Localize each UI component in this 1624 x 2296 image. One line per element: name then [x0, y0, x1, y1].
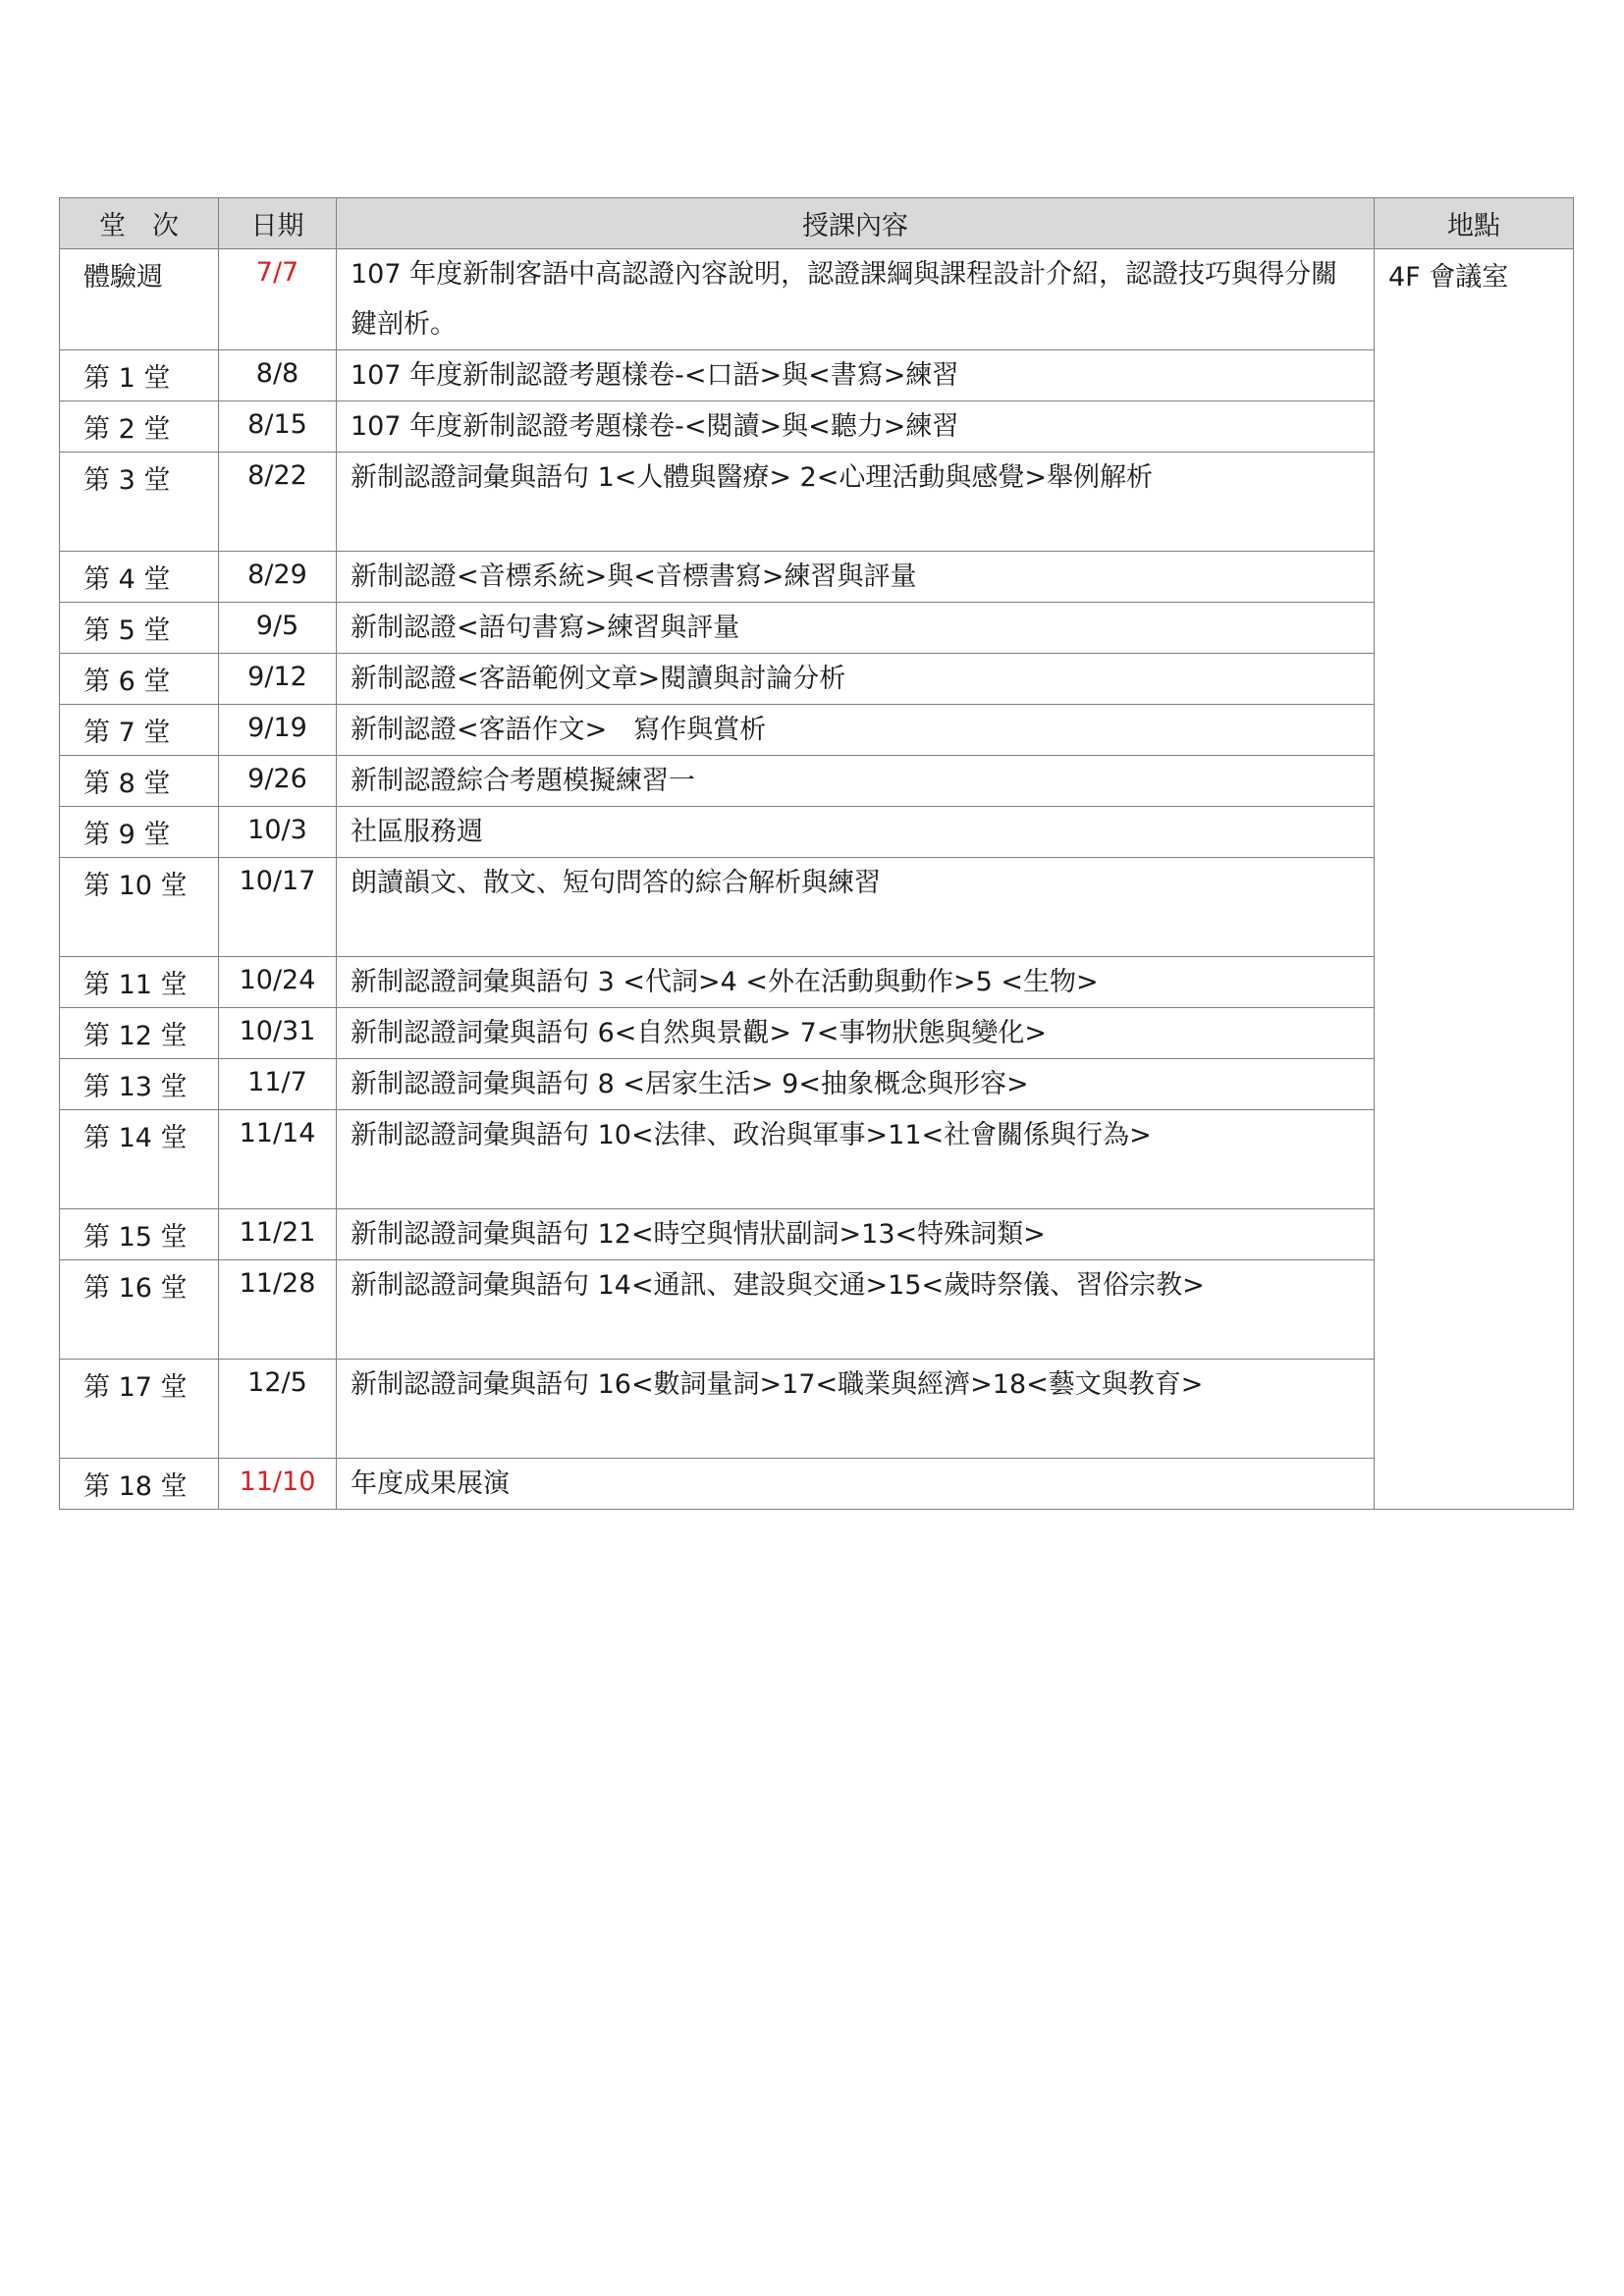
- content-text: 新制認證詞彙與語句 6<自然與景觀> 7<事物狀態與變化>: [351, 1018, 1048, 1048]
- content-cell: [337, 603, 1375, 654]
- table-header: [60, 198, 1574, 249]
- session-cell: 第 13 堂: [60, 1059, 219, 1110]
- session-cell: 第 3 堂: [60, 453, 219, 552]
- date-cell: 9/19: [219, 705, 337, 756]
- session-cell: 第 7 堂: [60, 705, 219, 756]
- session-cell: 體驗週: [60, 249, 219, 350]
- table-row: [60, 807, 1574, 858]
- content-cell: [337, 957, 1375, 1008]
- session-cell: 第 12 堂: [60, 1008, 219, 1059]
- session-cell: 第 5 堂: [60, 603, 219, 654]
- date-cell: 11/10: [219, 1459, 337, 1510]
- session-cell: 第 11 堂: [60, 957, 219, 1008]
- header-row: [60, 198, 1574, 249]
- date-cell: 10/24: [219, 957, 337, 1008]
- session-cell: 第 8 堂: [60, 756, 219, 807]
- table-row: [60, 957, 1574, 1008]
- content-text: 新制認證詞彙與語句 14<通訊、建設與交通>15<歲時祭儀、習俗宗教>: [351, 1270, 1205, 1301]
- date-cell: 12/5: [219, 1360, 337, 1459]
- content-cell: [337, 858, 1375, 957]
- content-cell: [337, 1059, 1375, 1110]
- content-cell: [337, 1360, 1375, 1459]
- content-cell: [337, 249, 1375, 350]
- content-text: 新制認證詞彙與語句 8 <居家生活> 9<抽象概念與形容>: [351, 1069, 1029, 1099]
- table-row: [60, 654, 1574, 705]
- header-session: 堂 次: [60, 198, 219, 249]
- content-cell: [337, 705, 1375, 756]
- date-cell: 11/28: [219, 1260, 337, 1360]
- date-cell: 11/7: [219, 1059, 337, 1110]
- header-location: 地點: [1375, 198, 1574, 249]
- content-cell: [337, 1209, 1375, 1260]
- table-row: [60, 350, 1574, 401]
- session-cell: 第 16 堂: [60, 1260, 219, 1360]
- content-cell: [337, 654, 1375, 705]
- header-date: 日期: [219, 198, 337, 249]
- table-row: [60, 401, 1574, 453]
- table-row: [60, 249, 1574, 350]
- table-row: [60, 552, 1574, 603]
- date-cell: 8/15: [219, 401, 337, 453]
- date-cell: 8/8: [219, 350, 337, 401]
- table-row: [60, 1059, 1574, 1110]
- session-cell: 第 17 堂: [60, 1360, 219, 1459]
- session-cell: 第 15 堂: [60, 1209, 219, 1260]
- table-row: [60, 858, 1574, 957]
- table-row: [60, 705, 1574, 756]
- date-cell: 10/17: [219, 858, 337, 957]
- content-text: 新制認證<語句書寫>練習與評量: [351, 613, 740, 643]
- session-cell: 第 2 堂: [60, 401, 219, 453]
- date-cell: 8/22: [219, 453, 337, 552]
- session-cell: 第 9 堂: [60, 807, 219, 858]
- content-cell: [337, 350, 1375, 401]
- course-schedule-table: [59, 197, 1574, 1510]
- table-row: [60, 756, 1574, 807]
- content-text: 朗讀韻文、散文、短句問答的綜合解析與練習: [351, 868, 881, 898]
- session-cell: 第 18 堂: [60, 1459, 219, 1510]
- date-cell: 10/31: [219, 1008, 337, 1059]
- content-text: 新制認證詞彙與語句 3 <代詞>4 <外在活動與動作>5 <生物>: [351, 967, 1099, 997]
- content-text: 新制認證<音標系統>與<音標書寫>練習與評量: [351, 561, 917, 592]
- content-text: 新制認證詞彙與語句 10<法律、政治與軍事>11<社會關係與行為>: [351, 1120, 1152, 1150]
- session-cell: 第 4 堂: [60, 552, 219, 603]
- content-cell: [337, 756, 1375, 807]
- date-cell: 9/12: [219, 654, 337, 705]
- session-cell: 第 6 堂: [60, 654, 219, 705]
- table-row: [60, 453, 1574, 552]
- session-cell: 第 14 堂: [60, 1110, 219, 1209]
- content-text: 新制認證詞彙與語句 12<時空與情狀副詞>13<特殊詞類>: [351, 1219, 1046, 1250]
- content-text: 新制認證<客語作文> 寫作與賞析: [351, 715, 767, 745]
- location-cell: 4F 會議室: [1375, 249, 1574, 1510]
- content-text: 新制認證綜合考題模擬練習一: [351, 766, 695, 796]
- content-text: 107 年度新制認證考題樣卷-<口語>與<書寫>練習: [351, 360, 959, 391]
- table-row: [60, 1360, 1574, 1459]
- content-cell: [337, 1110, 1375, 1209]
- date-cell: 11/21: [219, 1209, 337, 1260]
- table-row: [60, 1110, 1574, 1209]
- content-cell: [337, 401, 1375, 453]
- table-row: [60, 1459, 1574, 1510]
- session-cell: 第 1 堂: [60, 350, 219, 401]
- content-cell: [337, 1260, 1375, 1360]
- date-cell: 9/5: [219, 603, 337, 654]
- content-cell: [337, 1459, 1375, 1510]
- content-cell: [337, 453, 1375, 552]
- table-row: [60, 1260, 1574, 1360]
- content-text: 107 年度新制認證考題樣卷-<閱讀>與<聽力>練習: [351, 411, 959, 442]
- content-cell: [337, 552, 1375, 603]
- content-text: 新制認證詞彙與語句 1<人體與醫療> 2<心理活動與感覺>舉例解析: [351, 462, 1154, 493]
- content-text: 社區服務週: [351, 817, 483, 847]
- table-body: [60, 249, 1574, 1510]
- header-content: 授課內容: [337, 198, 1375, 249]
- date-cell: 7/7: [219, 249, 337, 350]
- table-row: [60, 1008, 1574, 1059]
- content-text: 新制認證詞彙與語句 16<數詞量詞>17<職業與經濟>18<藝文與教育>: [351, 1369, 1204, 1400]
- table-row: [60, 603, 1574, 654]
- content-text: 年度成果展演: [351, 1468, 510, 1499]
- session-cell: 第 10 堂: [60, 858, 219, 957]
- table-row: [60, 1209, 1574, 1260]
- content-text: 新制認證<客語範例文章>閱讀與討論分析: [351, 664, 846, 694]
- content-text: 107 年度新制客語中高認證內容說明，認證課綱與課程設計介紹，認證技巧與得分關鍵剖析。: [351, 259, 1338, 340]
- date-cell: 8/29: [219, 552, 337, 603]
- date-cell: 9/26: [219, 756, 337, 807]
- content-cell: [337, 807, 1375, 858]
- date-cell: 10/3: [219, 807, 337, 858]
- content-cell: [337, 1008, 1375, 1059]
- date-cell: 11/14: [219, 1110, 337, 1209]
